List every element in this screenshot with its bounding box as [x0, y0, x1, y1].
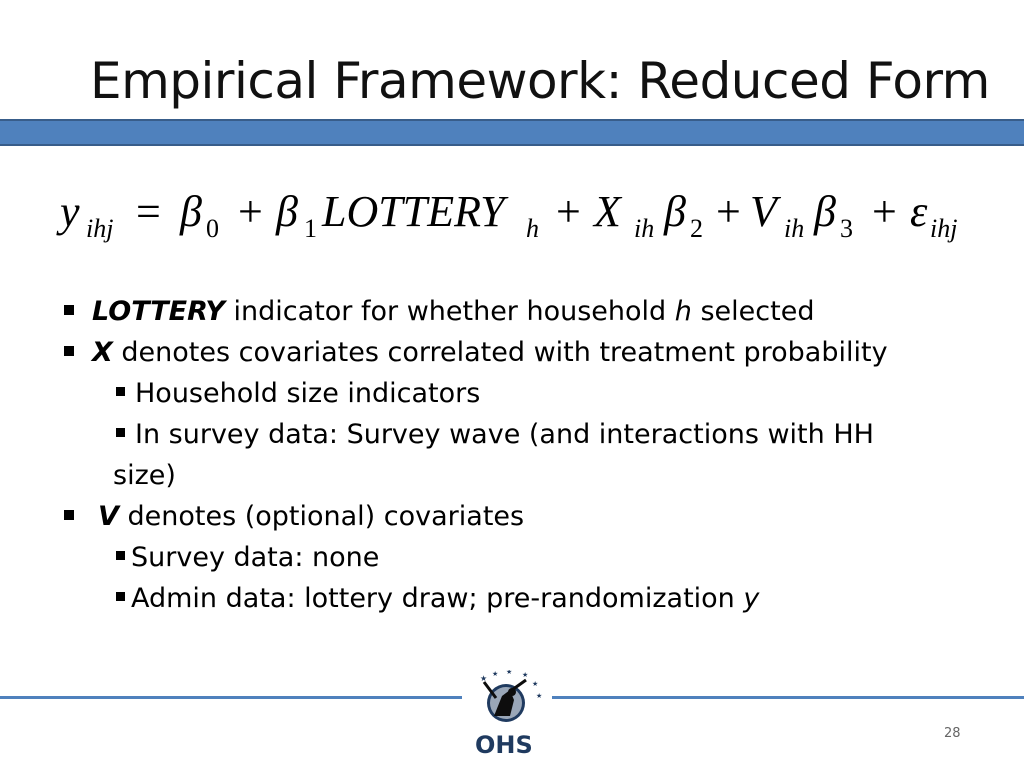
eq-lottery: LOTTERY: [322, 187, 505, 236]
ohs-logo: [466, 670, 546, 760]
bullet-square-icon: [116, 592, 125, 601]
eq-beta2-sub: 2: [690, 214, 703, 243]
bullet-square-icon: [64, 346, 74, 356]
bullet-text: selected: [691, 296, 815, 327]
eq-lottery-sub: h: [526, 214, 539, 243]
sub-bullet-survey-none: [116, 542, 379, 573]
eq-v: V: [750, 187, 777, 236]
eq-v-sub: ih: [784, 214, 805, 243]
regression-equation: [60, 186, 1000, 256]
svg-text:★: ★: [522, 671, 529, 679]
eq-epsilon: ε: [910, 187, 928, 236]
eq-beta0: β: [180, 187, 202, 236]
bullet-text: Survey data: none: [131, 542, 380, 573]
svg-text:★: ★: [536, 692, 543, 700]
bullet-text: size): [113, 460, 176, 491]
eq-plus-3: +: [716, 187, 741, 236]
eq-equals: =: [136, 187, 161, 236]
bullet-v: [64, 501, 524, 532]
bullet-lottery: [64, 296, 814, 327]
bullet-text: Admin data: lottery draw; pre-randomization: [131, 583, 744, 614]
slide-title: Empirical Framework: Reduced Form: [90, 52, 990, 110]
eq-x-sub: ih: [634, 214, 655, 243]
bullet-text: denotes (optional) covariates: [118, 501, 525, 532]
var-h: h: [674, 296, 692, 327]
eq-beta1-sub: 1: [304, 214, 317, 243]
title-bar: [0, 119, 1024, 146]
bullet-square-icon: [64, 305, 74, 315]
eq-epsilon-sub: ihj: [930, 214, 958, 243]
bullet-text: Household size indicators: [135, 378, 481, 409]
bullet-text: indicator for whether household: [224, 296, 675, 327]
bullet-square-icon: [116, 387, 125, 396]
term-lottery: LOTTERY: [92, 296, 225, 327]
footer-line-right: [552, 696, 1024, 699]
bullet-square-icon: [116, 428, 125, 437]
svg-text:★: ★: [506, 670, 513, 676]
eq-x: X: [594, 187, 621, 236]
sub-bullet-survey-wave-cont: [113, 460, 176, 491]
bullet-text: In survey data: Survey wave (and interactions with HH: [135, 419, 874, 450]
eq-beta0-sub: 0: [206, 214, 219, 243]
page-number: 28: [944, 726, 961, 741]
eq-plus-1: +: [238, 187, 263, 236]
eq-beta2: β: [664, 187, 686, 236]
logo-text: OHS: [475, 731, 533, 759]
sub-bullet-survey-wave: [116, 419, 874, 450]
sub-bullet-admin-data: [116, 583, 759, 614]
footer-line-left: [0, 696, 462, 699]
sub-bullet-household-size: [116, 378, 480, 409]
eq-plus-2: +: [556, 187, 581, 236]
eq-plus-4: +: [872, 187, 897, 236]
ohs-logo-icon: [466, 670, 546, 760]
svg-text:★: ★: [532, 680, 539, 688]
eq-beta3-sub: 3: [840, 214, 853, 243]
svg-text:★: ★: [492, 670, 499, 678]
bullet-x: [64, 337, 888, 368]
term-x: X: [92, 337, 113, 368]
eq-y-sub: ihj: [86, 214, 114, 243]
bullet-square-icon: [64, 510, 74, 520]
eq-y: y: [60, 187, 80, 236]
var-y: y: [743, 583, 760, 614]
bullet-text: denotes covariates correlated with treatment probability: [112, 337, 888, 368]
eq-beta1: β: [276, 187, 298, 236]
bullet-square-icon: [116, 551, 125, 560]
term-v: V: [98, 501, 119, 532]
svg-text:★: ★: [480, 674, 488, 683]
eq-beta3: β: [814, 187, 836, 236]
